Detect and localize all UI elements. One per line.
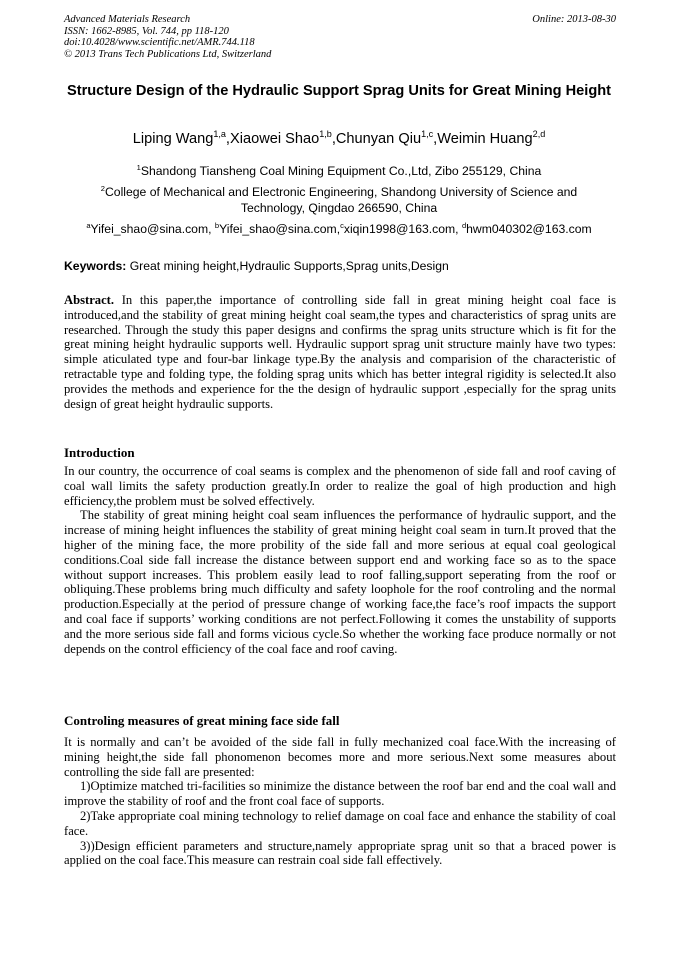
keywords-label: Keywords: xyxy=(64,259,127,273)
section-heading-introduction: Introduction xyxy=(64,445,135,460)
affiliation-1 xyxy=(70,163,608,179)
author-name: Chunyan Qiu xyxy=(335,131,422,147)
paragraph: It is normally and can’t be avoided of the side fall in fully mechanized coal face.With the increasing of mining height,the side fall phonomenon becomes more and more serious.Next some measures about controlling the side fall are presented: xyxy=(64,735,616,779)
list-item: 3))Design efficient parameters and structure,namely appropriate sprag unit so that a braced power is applied on the coal face.This measure can restrain coal side fall effectively. xyxy=(64,838,616,868)
paper-title: Structure Design of the Hydraulic Support Sprag Units for Great Mining Height xyxy=(66,83,612,99)
email-sup: d xyxy=(461,220,467,230)
journal-header xyxy=(64,14,616,60)
issn-line: ISSN: 1662-8985, Vol. 744, pp 118-120 xyxy=(64,25,229,37)
affiliation-2 xyxy=(70,184,608,216)
affiliation-text: College of Mechanical and Electronic Engineering, Shandong University of Science and Technology, Qingdao 266590, China xyxy=(104,185,578,215)
email-list xyxy=(40,221,638,237)
author-list: Liping Wang$^{1,a}$,Xiaowei Shao$^{1,b}$,Chunyan Qiu$^{1,c}$,Weimin Huang$^{2,d}$ xyxy=(132,129,546,147)
author-sup: 1,a xyxy=(213,129,226,140)
affiliation-text: Shandong Tiansheng Coal Mining Equipment Co.,Ltd, Zibo 255129, China xyxy=(140,164,542,178)
author-sup: 2,d xyxy=(532,129,546,140)
email-sup: b xyxy=(214,220,220,230)
controlling-measures-body xyxy=(64,735,616,868)
paragraph: In our country, the occurrence of coal seams is complex and the phenomenon of side fall and roof caving of coal wall limits the safety production greatly.In order to realize the goal of high production and high efficiency,the problem must be solved effectively. xyxy=(64,464,616,508)
author-sup: 1,b xyxy=(319,129,332,140)
author-name: Liping Wang xyxy=(132,131,214,147)
email-link[interactable]: hwm040302@163.com xyxy=(466,222,592,236)
doi-line: doi:10.4028/www.scientific.net/AMR.744.118 xyxy=(64,37,255,49)
affiliation-sup: 2 xyxy=(100,183,105,193)
section-heading-controlling-measures: Controling measures of great mining face side fall xyxy=(64,713,340,728)
email-link[interactable]: Yifei_shao@sina.com, xyxy=(90,222,215,236)
keywords-text: Great mining height,Hydraulic Supports,Sprag units,Design xyxy=(126,259,449,273)
abstract xyxy=(64,293,616,411)
email-sup: a xyxy=(86,220,91,230)
abstract-label: Abstract. xyxy=(64,293,115,307)
author-name: Weimin Huang xyxy=(437,131,533,147)
email-sup: c xyxy=(340,220,344,230)
affiliation-sup: 1 xyxy=(136,162,141,172)
online-date: Online: 2013-08-30 xyxy=(532,14,616,25)
keywords xyxy=(64,258,616,274)
list-item: 1)Optimize matched tri-facilities so minimize the distance between the roof bar end and the coal wall and improve the stability of roof and the front coal face of supports. xyxy=(64,779,616,809)
email-link[interactable]: Yifei_shao@sina.com, xyxy=(219,222,341,236)
list-item: 2)Take appropriate coal mining technology to relief damage on coal face and enhance the stability of coal face. xyxy=(64,808,616,838)
email-link[interactable]: xiqin1998@163.com, xyxy=(343,222,462,236)
paragraph: The stability of great mining height coal seam influences the performance of hydraulic support, and the increase of mining height influences the stability of great mining height coal seam in turn.It proved that the higher of the mining face, the more probility of the side fall and more serious at equal coal geological conditions.Coal side fall increase the distance between support end and working face so as to the space without support increases. This problem easily lead to roof falling,support seperating from the roof or obliquing.These problems bring much difficulty and safety loophole for the roof controling and the normal production.Especially at the period of pressure change of working face,the face’s roof impacts the support and coal face if supports’ working conditions are not perfect.Following it comes the unstability of supports and the more serious side fall and forms vicious cycle.So whether the working face produce normally or not depends on the control efficiency of the coal face and roof caving. xyxy=(64,508,616,656)
introduction-body xyxy=(64,464,616,656)
abstract-text: In this paper,the importance of controlling side fall in great mining height coal face is introduced,and the stability of great mining height coal seam,the types and characteristics of sprag units are researched. Through the study this paper designs and confirms the sprag units structure which is fit for the great mining height hydraulic supports well. Hydraulic support sprag unit structure mainly have two types: simple aticulated type and four-bar linkage type.By the analysis and comparision of the characteristic of retractable type and folding type, the folding sprag units which has better integral rigidity is selected.It also provides the methods and experience for the the design of hydraulic support ,especially for the sprag units design of great height hydraulic supports. xyxy=(64,293,616,411)
author-name: Xiaowei Shao xyxy=(229,131,320,147)
copyright-line: © 2013 Trans Tech Publications Ltd, Switzerland xyxy=(64,48,272,60)
abstract-paragraph xyxy=(64,293,616,411)
author-sup: 1,c xyxy=(421,129,434,140)
journal-name: Advanced Materials Research xyxy=(64,14,191,25)
